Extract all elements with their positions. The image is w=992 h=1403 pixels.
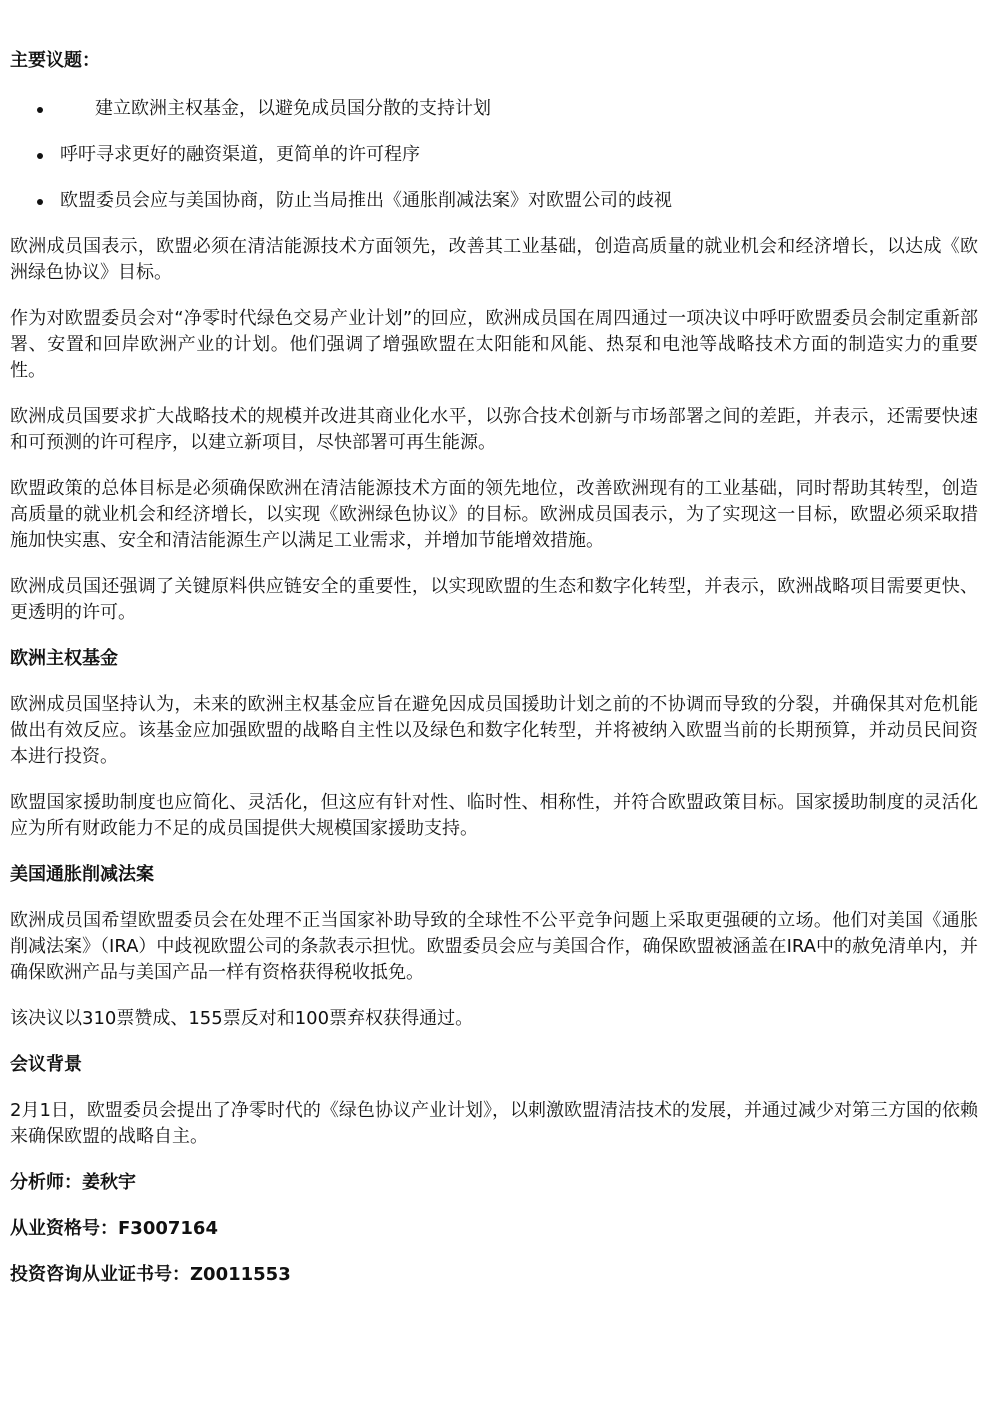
list-item — [10, 142, 978, 188]
list-item-text: 建立欧洲主权基金，以避免成员国分散的支持计划 — [95, 98, 491, 119]
list-item-text: 欧盟委员会应与美国协商，防止当局推出《通胀削减法案》对欧盟公司的歧视 — [60, 190, 672, 211]
list-item-text: 呼吁寻求更好的融资渠道，更简单的许可程序 — [60, 144, 420, 165]
section-heading-background: 会议背景 — [10, 1054, 82, 1075]
paragraph: 2月1日，欧盟委员会提出了净零时代的《绿色协议产业计划》，以刺激欧盟清洁技术的发展，并通过减少对第三方国的依赖来确保欧盟的战略自主。 — [10, 1100, 978, 1147]
analyst-name: 分析师：姜秋宇 — [10, 1172, 136, 1193]
qualification-number: 从业资格号：F3007164 — [10, 1218, 218, 1239]
advisory-certificate-number: 投资咨询从业证书号：Z0011553 — [10, 1264, 291, 1285]
paragraph: 欧洲成员国坚持认为，未来的欧洲主权基金应旨在避免因成员国援助计划之前的不协调而导致的分裂，并确保其对危机能做出有效反应。该基金应加强欧盟的战略自主性以及绿色和数字化转型，并将被纳入欧盟当前的长期预算，并动员民间资本进行投资。 — [10, 694, 978, 767]
section-heading-ira: 美国通胀削减法案 — [10, 864, 154, 885]
paragraph: 欧盟国家援助制度也应简化、灵活化，但这应有针对性、临时性、相称性，并符合欧盟政策目标。国家援助制度的灵活化应为所有财政能力不足的成员国提供大规模国家援助支持。 — [10, 792, 978, 839]
paragraph: 欧洲成员国希望欧盟委员会在处理不正当国家补助导致的全球性不公平竞争问题上采取更强硬的立场。他们对美国《通胀削减法案》（IRA）中歧视欧盟公司的条款表示担忧。欧盟委员会应与美国合作，确保欧盟被涵盖在IRA中的赦免清单内，并确保欧洲产品与美国产品一样有资格获得税收抵免。 — [10, 910, 978, 983]
bullet-icon — [37, 153, 43, 159]
paragraph: 该决议以310票赞成、155票反对和100票弃权获得通过。 — [10, 1008, 474, 1029]
bullet-icon — [37, 199, 43, 205]
list-item — [10, 96, 978, 142]
paragraph: 欧洲成员国要求扩大战略技术的规模并改进其商业化水平，以弥合技术创新与市场部署之间的差距，并表示，还需要快速和可预测的许可程序，以建立新项目，尽快部署可再生能源。 — [10, 406, 978, 453]
paragraph: 欧洲成员国还强调了关键原料供应链安全的重要性，以实现欧盟的生态和数字化转型，并表示，欧洲战略项目需要更快、更透明的许可。 — [10, 576, 978, 623]
paragraph: 欧盟政策的总体目标是必须确保欧洲在清洁能源技术方面的领先地位，改善欧洲现有的工业基础，同时帮助其转型，创造高质量的就业机会和经济增长，以实现《欧洲绿色协议》的目标。欧洲成员国表示，为了实现这一目标，欧盟必须采取措施加快实惠、安全和清洁能源生产以满足工业需求，并增加节能增效措施。 — [10, 478, 978, 551]
issues-heading: 主要议题： — [10, 50, 100, 71]
issues-list — [10, 96, 978, 234]
section-heading-sovereign-fund: 欧洲主权基金 — [10, 648, 118, 669]
paragraph: 欧洲成员国表示，欧盟必须在清洁能源技术方面领先，改善其工业基础，创造高质量的就业机会和经济增长，以达成《欧洲绿色协议》目标。 — [10, 236, 978, 283]
bullet-icon — [37, 107, 43, 113]
paragraph: 作为对欧盟委员会对“净零时代绿色交易产业计划”的回应，欧洲成员国在周四通过一项决议中呼吁欧盟委员会制定重新部署、安置和回岸欧洲产业的计划。他们强调了增强欧盟在太阳能和风能、热泵和电池等战略技术方面的制造实力的重要性。 — [10, 308, 978, 381]
list-item — [10, 188, 978, 234]
